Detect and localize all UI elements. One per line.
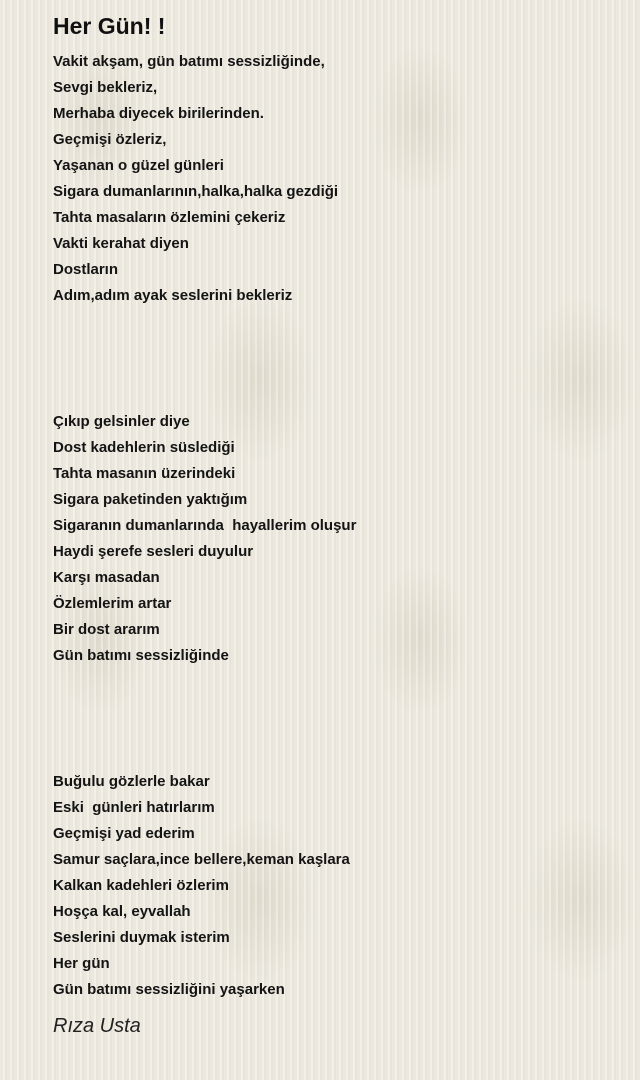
poem-line: Her gün <box>53 955 110 972</box>
poem-line: Sigara dumanlarının,halka,halka gezdiği <box>53 183 339 200</box>
poem-line: Adım,adım ayak seslerini bekleriz <box>53 287 293 304</box>
poem-line: Vakti kerahat diyen <box>53 235 189 252</box>
poem-line: Gün batımı sessizliğini yaşarken <box>53 981 285 998</box>
poem-line: Eski günleri hatırlarım <box>53 799 215 816</box>
poem-page <box>53 10 623 1039</box>
poem-line: Hoşça kal, eyvallah <box>53 903 191 920</box>
stanza-2 <box>53 409 623 669</box>
poem-line: Sigara paketinden yaktığım <box>53 491 248 508</box>
poem-line: Geçmişi özleriz, <box>53 131 167 148</box>
poem-line: Samur saçlara,ince bellere,keman kaşlara <box>53 851 350 868</box>
poem-line: Dost kadehlerin süslediği <box>53 439 235 456</box>
poem-line: Sigaranın dumanlarında hayallerim oluşur <box>53 517 357 534</box>
poem-line: Karşı masadan <box>53 569 160 586</box>
poem-line: Gün batımı sessizliğinde <box>53 647 229 664</box>
poem-line: Geçmişi yad ederim <box>53 825 195 842</box>
poem-author: Rıza Usta <box>53 1015 141 1037</box>
poem-line: Merhaba diyecek birilerinden. <box>53 105 264 122</box>
poem-line: Tahta masaların özlemini çekeriz <box>53 209 286 226</box>
poem-line: Tahta masanın üzerindeki <box>53 465 236 482</box>
poem-line: Dostların <box>53 261 119 278</box>
poem-line: Seslerini duymak isterim <box>53 929 230 946</box>
stanza-3 <box>53 769 623 1003</box>
poem-line: Çıkıp gelsinler diye <box>53 413 190 430</box>
poem-line: Kalkan kadehleri özlerim <box>53 877 229 894</box>
poem-line: Yaşanan o güzel günleri <box>53 157 224 174</box>
poem-line: Sevgi bekleriz, <box>53 79 158 96</box>
poem-line: Bir dost ararım <box>53 621 160 638</box>
poem-line: Vakit akşam, gün batımı sessizliğinde, <box>53 53 325 70</box>
poem-line: Özlemlerim artar <box>53 595 172 612</box>
stanza-1 <box>53 49 623 309</box>
poem-title: Her Gün! ! <box>53 13 166 39</box>
poem-line: Buğulu gözlerle bakar <box>53 773 210 790</box>
poem-line: Haydi şerefe sesleri duyulur <box>53 543 254 560</box>
